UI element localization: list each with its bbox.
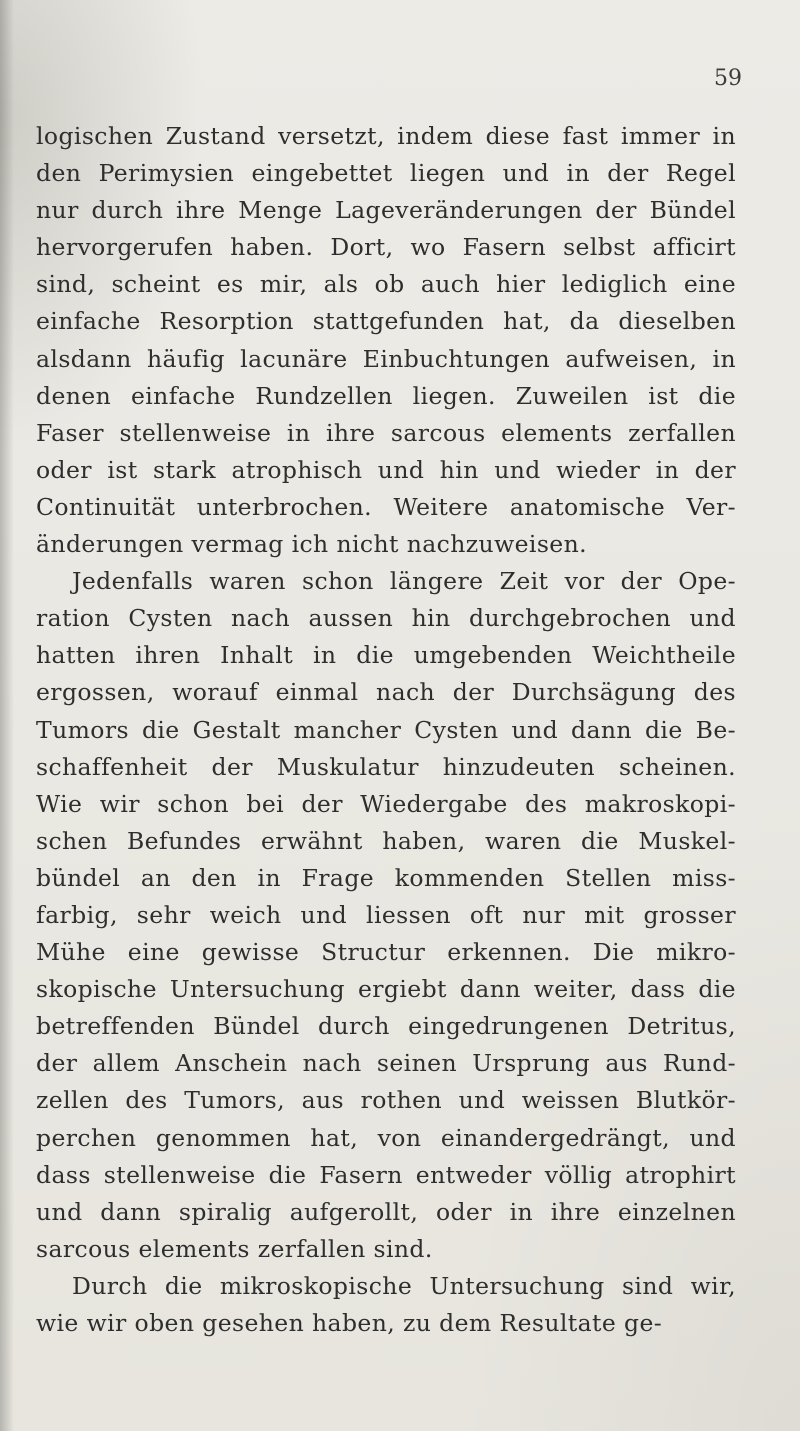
text-line: logischen Zustand versetzt, indem diese fast immer in — [36, 122, 736, 150]
text-line: oder ist stark atrophisch und hin und wieder in der — [36, 455, 736, 484]
text-line: betreffenden Bündel durch eingedrungenen Detritus, — [36, 1012, 736, 1041]
text-line: Faser stellenweise in ihre sarcous elements zerfallen — [36, 418, 736, 447]
text-line: Continuität unterbrochen. Weitere anatomische Ver- — [36, 492, 736, 521]
text-line: ergossen, worauf einmal nach der Durchsägung des — [36, 678, 736, 707]
text-line: einfache Resorption stattgefunden hat, da dieselben — [36, 307, 736, 336]
text-line: den Perimysien eingebettet liegen und in der Regel — [36, 159, 736, 188]
text-line: hatten ihren Inhalt in die umgebenden Weichtheile — [36, 641, 736, 670]
binding-shadow — [0, 0, 14, 1431]
paragraph — [36, 118, 736, 563]
text-line: Tumors die Gestalt mancher Cysten und dann die Be- — [36, 715, 736, 744]
text-line: farbig, sehr weich und liessen oft nur mit grosser — [36, 900, 736, 929]
text-line: bündel an den in Frage kommenden Stellen miss- — [36, 863, 736, 892]
text-line: hervorgerufen haben. Dort, wo Fasern selbst afficirt — [36, 233, 736, 262]
text-line: Jedenfalls waren schon längere Zeit vor der Ope- — [72, 567, 736, 596]
text-line: sind, scheint es mir, als ob auch hier lediglich eine — [36, 270, 736, 299]
text-line: änderungen vermag ich nicht nachzuweisen. — [36, 530, 587, 559]
text-line: nur durch ihre Menge Lageveränderungen der Bündel — [36, 196, 736, 225]
text-line: alsdann häufig lacunäre Einbuchtungen aufweisen, in — [36, 344, 736, 373]
text-line: und dann spiralig aufgerollt, oder in ihre einzelnen — [36, 1197, 736, 1226]
text-line: perchen genommen hat, von einandergedrängt, und — [36, 1123, 736, 1152]
text-line: Durch die mikroskopische Untersuchung sind wir, — [72, 1271, 736, 1300]
text-line: schaffenheit der Muskulatur hinzudeuten scheinen. — [36, 752, 736, 781]
text-line: sarcous elements zerfallen sind. — [36, 1234, 433, 1263]
text-line: Wie wir schon bei der Wiedergabe des makroskopi- — [36, 789, 736, 818]
text-line: schen Befundes erwähnt haben, waren die Muskel- — [36, 826, 736, 855]
text-line: dass stellenweise die Fasern entweder völlig atrophirt — [36, 1160, 736, 1189]
text-line: ration Cysten nach aussen hin durchgebrochen und — [36, 604, 736, 633]
text-line: der allem Anschein nach seinen Ursprung aus Rund- — [36, 1049, 736, 1078]
paragraph — [36, 1268, 736, 1342]
text-line: denen einfache Rundzellen liegen. Zuweilen ist die — [36, 381, 736, 410]
text-line: wie wir oben gesehen haben, zu dem Resultate ge- — [36, 1309, 663, 1337]
page-number: 59 — [714, 66, 742, 91]
text-line: Mühe eine gewisse Structur erkennen. Die mikro- — [36, 938, 736, 967]
text-line: zellen des Tumors, aus rothen und weissen Blutkör- — [36, 1086, 736, 1115]
text-line: skopische Untersuchung ergiebt dann weiter, dass die — [36, 975, 736, 1004]
paragraph — [36, 563, 736, 1268]
body-text — [36, 118, 736, 1342]
